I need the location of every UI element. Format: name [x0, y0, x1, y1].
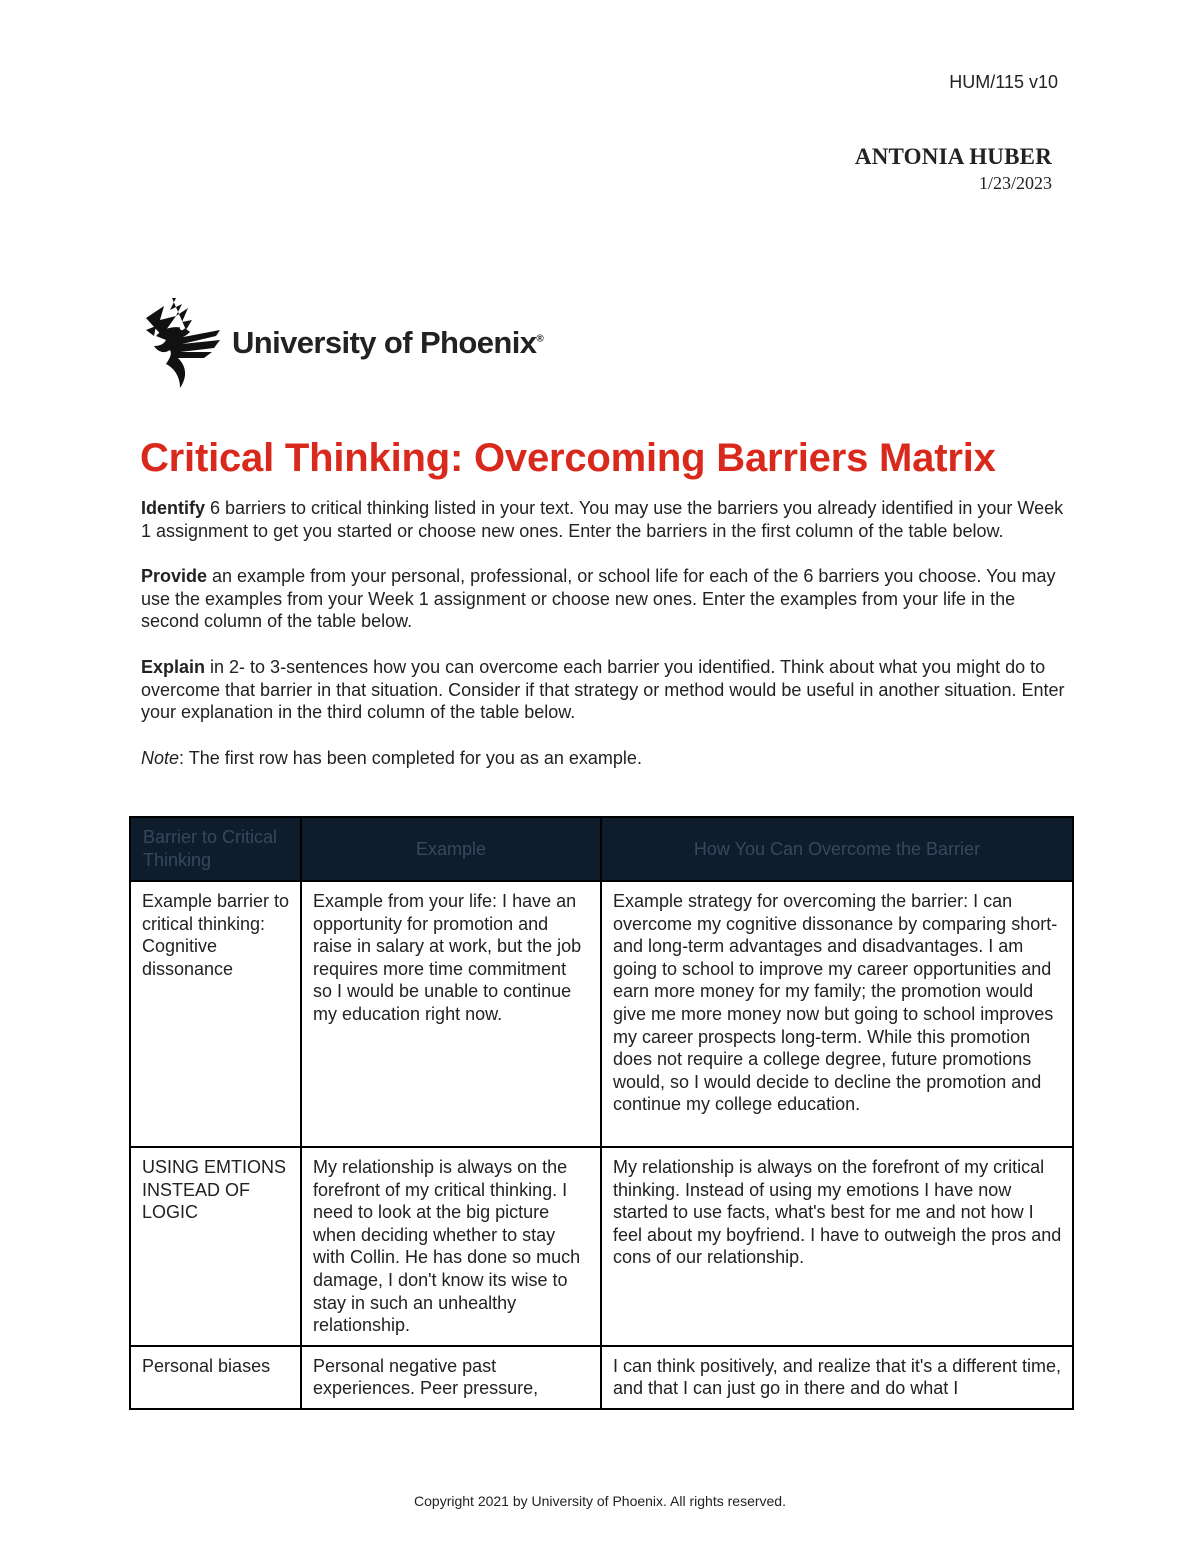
overcome-cell: Example strategy for overcoming the barrier: I can overcome my cognitive dissonance by comparing short- and long-term advantages and disadvantages. I am going to school to improve my career opportunities and earn more money for my family; the promotion would give me more money now but going to school improves my career prospects long-term. While this promotion does not require a college degree, future promotions would, so I would decide to decline the promotion and continue my college education. [601, 881, 1073, 1147]
university-logo [142, 296, 543, 390]
table-row [130, 1346, 1073, 1409]
submission-date: 1/23/2023 [978, 173, 1052, 193]
author-name: ANTONIA HUBER [854, 144, 1052, 169]
instruction-note: Note: The first row has been completed for you as an example. [141, 747, 642, 768]
course-code: HUM/115 v10 [949, 72, 1058, 92]
table-row [130, 1147, 1073, 1346]
table-header-row [130, 817, 1073, 881]
barrier-cell: USING EMTIONS INSTEAD OF LOGIC [130, 1147, 301, 1346]
page-title: Critical Thinking: Overcoming Barriers Matrix [140, 436, 996, 480]
overcome-cell: I can think positively, and realize that it's a different time, and that I can just go in there and do what I [601, 1346, 1073, 1409]
instruction-provide: Provide an example from your personal, professional, or school life for each of the 6 barriers you choose. You may use the examples from your Week 1 assignment or choose new ones. Enter the examples from your life in the second column of the table below. [141, 566, 1056, 632]
instructions [141, 497, 1071, 792]
example-cell: Personal negative past experiences. Peer pressure, [301, 1346, 601, 1409]
phoenix-bird-icon [142, 296, 224, 390]
example-cell: My relationship is always on the forefront of my critical thinking. I need to look at the big picture when deciding whether to stay with Collin. He has done so much damage, I don't know its wise to stay in such an unhealthy relationship. [301, 1147, 601, 1346]
logo-text: University of Phoenix® [232, 325, 544, 360]
overcome-cell: My relationship is always on the forefront of my critical thinking. Instead of using my emotions I have now started to use facts, what's best for me and not how I feel about my boyfriend. I have to outweigh the pros and cons of our relationship. [601, 1147, 1073, 1346]
example-cell: Example from your life: I have an opportunity for promotion and raise in salary at work, but the job requires more time commitment so I would be unable to continue my education right now. [301, 881, 601, 1147]
column-header-barrier: Barrier to Critical Thinking [130, 817, 301, 881]
instruction-identify: Identify 6 barriers to critical thinking listed in your text. You may use the barriers you already identified in your Week 1 assignment to get you started or choose new ones. Enter the barriers in the first column of the table below. [141, 498, 1064, 541]
copyright-footer: Copyright 2021 by University of Phoenix. All rights reserved. [414, 1493, 786, 1509]
author-block [855, 144, 1052, 194]
column-header-example: Example [301, 817, 601, 881]
barrier-cell: Example barrier to critical thinking: Cognitive dissonance [130, 881, 301, 1147]
barriers-matrix-table [129, 816, 1074, 1410]
barrier-cell: Personal biases [130, 1346, 301, 1409]
instruction-explain: Explain in 2- to 3-sentences how you can overcome each barrier you identified. Think about what you might do to overcome that barrier in that situation. Consider if that strategy or method would be useful in another situation. Enter your explanation in the third column of the table below. [141, 656, 1065, 723]
table-row [130, 881, 1073, 1147]
column-header-overcome: How You Can Overcome the Barrier [601, 817, 1073, 881]
